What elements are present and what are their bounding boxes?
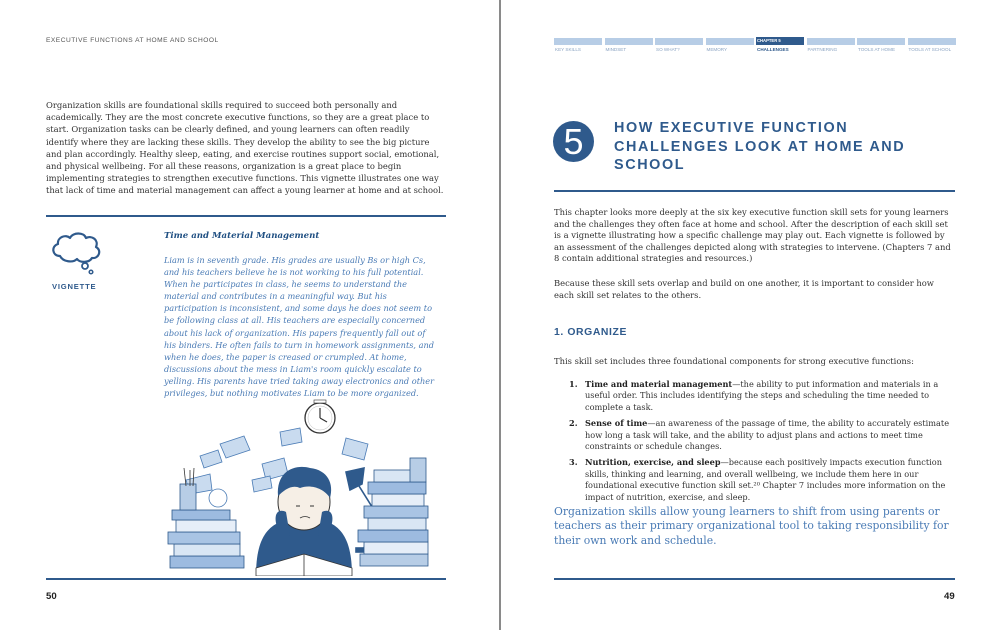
- nav-tab-label: KEY SKILLS: [555, 47, 581, 52]
- nav-tab-bar: [554, 38, 602, 45]
- list-item-number: 1.: [569, 379, 578, 389]
- page-number: 49: [944, 591, 955, 602]
- nav-tab-challenges[interactable]: [756, 37, 804, 57]
- student-studying-illustration: [160, 398, 446, 576]
- right-book-stack: [358, 458, 428, 566]
- list-item: [569, 457, 957, 503]
- vignette-body: Liam is in seventh grade. His grades are usually Bs or high Cs, and his teachers believe he is not working to his full potential. When he participates in class, he seems to understand the material and contributes in a meaningful way. But his participation is inconsistent, and some days he does not seem to be following class at all. His teachers are especially concerned about his lack of organization. His papers frequently fall out of his binders. He often fails to turn in homework assignments, and when he does, the paper is creased or crumpled. At home, discussions about the mess in Liam's room quickly escalate to yelling. His parents have tried taking away electronics and other privileges, but nothing motivates Liam to be more organized.: [164, 255, 435, 399]
- body-paragraph: Because these skill sets overlap and build on one another, it is important to consider how each skill set relates to the others.: [554, 278, 934, 300]
- list-item-text: —an awareness of the passage of time, the ability to accurately estimate how long a task will take, and the ability to adjust plans and actions to meet time constraints or schedule changes.: [585, 418, 950, 452]
- vignette-title: Time and Material Management: [164, 231, 320, 241]
- body-paragraph: This skill set includes three foundational components for strong executive functions:: [554, 356, 914, 366]
- nav-tab-label: SO WHAT?: [656, 47, 680, 52]
- thought-cloud-icon: [48, 230, 104, 276]
- body-paragraph: This chapter looks more deeply at the six key executive function skill sets for young learners and the challenges they often face at home and school. After the description of each skill set is a vignette illustrating how a specific challenge may play out. Each vignette is followed by an assessment of the challenges depicted along with strategies to intervene. (Chapters 7 and 8 contain additional strategies and resources.): [554, 207, 951, 264]
- bottom-rule: [554, 578, 955, 580]
- pull-quote: Organization skills allow young learners to shift from using parents or teachers as their primary organizational tool to taking responsibility for their own work and schedule.: [554, 505, 949, 547]
- nav-tab-label: TOOLS AT SCHOOL: [908, 47, 952, 52]
- nav-tab-memory[interactable]: [706, 37, 754, 57]
- nav-tab-label: MINDSET: [605, 47, 627, 52]
- clock-icon: [305, 400, 335, 433]
- nav-tab-bar: [605, 38, 653, 45]
- nav-tab-label: TOOLS AT HOME: [858, 47, 896, 52]
- chapter-number-badge: 5: [553, 121, 594, 162]
- nav-tab-label: MEMORY: [706, 47, 728, 52]
- list-item-term: Time and material management: [585, 379, 733, 389]
- right-page: [501, 0, 1000, 630]
- nav-tab-bar: [655, 38, 703, 45]
- vignette-label: VIGNETTE: [52, 282, 97, 291]
- vignette-top-rule: [46, 215, 446, 217]
- nav-tab-key-skills[interactable]: [554, 37, 602, 57]
- flying-papers: [186, 428, 368, 494]
- nav-tab-mindset[interactable]: [605, 37, 653, 57]
- running-head: EXECUTIVE FUNCTIONS AT HOME AND SCHOOL: [46, 37, 219, 44]
- list-item: [569, 379, 957, 413]
- section-heading: 1. ORGANIZE: [554, 327, 627, 338]
- nav-tab-so-what[interactable]: [655, 37, 703, 57]
- nav-tab-label: CHALLENGES: [757, 47, 789, 52]
- chapter-navigation: [554, 37, 956, 57]
- nav-tab-bar: [807, 38, 855, 45]
- list-item-text: —the ability to put information and materials in a useful order. This includes identifying the steps and scheduling the time needed to complete a task.: [585, 379, 939, 412]
- chapter-title: HOW EXECUTIVE FUNCTION CHALLENGES LOOK AT HOME AND SCHOOL: [614, 120, 906, 174]
- nav-tab-tools-at-school[interactable]: [908, 37, 956, 57]
- list-item-number: 2.: [569, 418, 578, 429]
- nav-tab-bar: [857, 38, 905, 45]
- left-page: [0, 0, 499, 630]
- title-rule: [554, 190, 955, 192]
- list-item-term: Nutrition, exercise, and sleep: [585, 457, 721, 468]
- nav-tab-bar: [706, 38, 754, 45]
- intro-paragraph: Organization skills are foundational skills required to succeed both personally and academically. They are the most concrete executive functions, so they are a great place to start. Organization tasks can be clearly defined, and young learners can often readily identify where they are lacking these skills. They develop the ability to see the big picture and plan accordingly. Healthy sleep, eating, and exercise routines support social, emotional, and physical wellbeing. For all these reasons, organization is a great place to begin implementing strategies to strengthen executive functions. This vignette illustrates one way that lack of time and material management can affect a young learner at home and at school.: [46, 100, 444, 196]
- components-list: [569, 379, 957, 508]
- nav-tab-bar: [756, 37, 804, 45]
- nav-tab-bar: [908, 38, 956, 45]
- list-item-number: 3.: [569, 457, 578, 468]
- nav-chapter-sublabel: CHAPTER 5: [757, 38, 781, 43]
- nav-tab-label: PARTNERING: [807, 47, 838, 52]
- nav-tab-partnering[interactable]: [807, 37, 855, 57]
- list-item: [569, 418, 957, 452]
- page-number: 50: [46, 591, 57, 602]
- bottom-rule: [46, 578, 446, 580]
- nav-tab-tools-at-home[interactable]: [857, 37, 905, 57]
- list-item-text: —because each positively impacts execution function skills, thinking and learning, and overall wellbeing, we include them here in our foundational executive function skill set.²⁰ Chapter 7 includes more information on the impact of nutrition, exercise, and sleep.: [585, 457, 946, 502]
- list-item-term: Sense of time: [585, 418, 648, 429]
